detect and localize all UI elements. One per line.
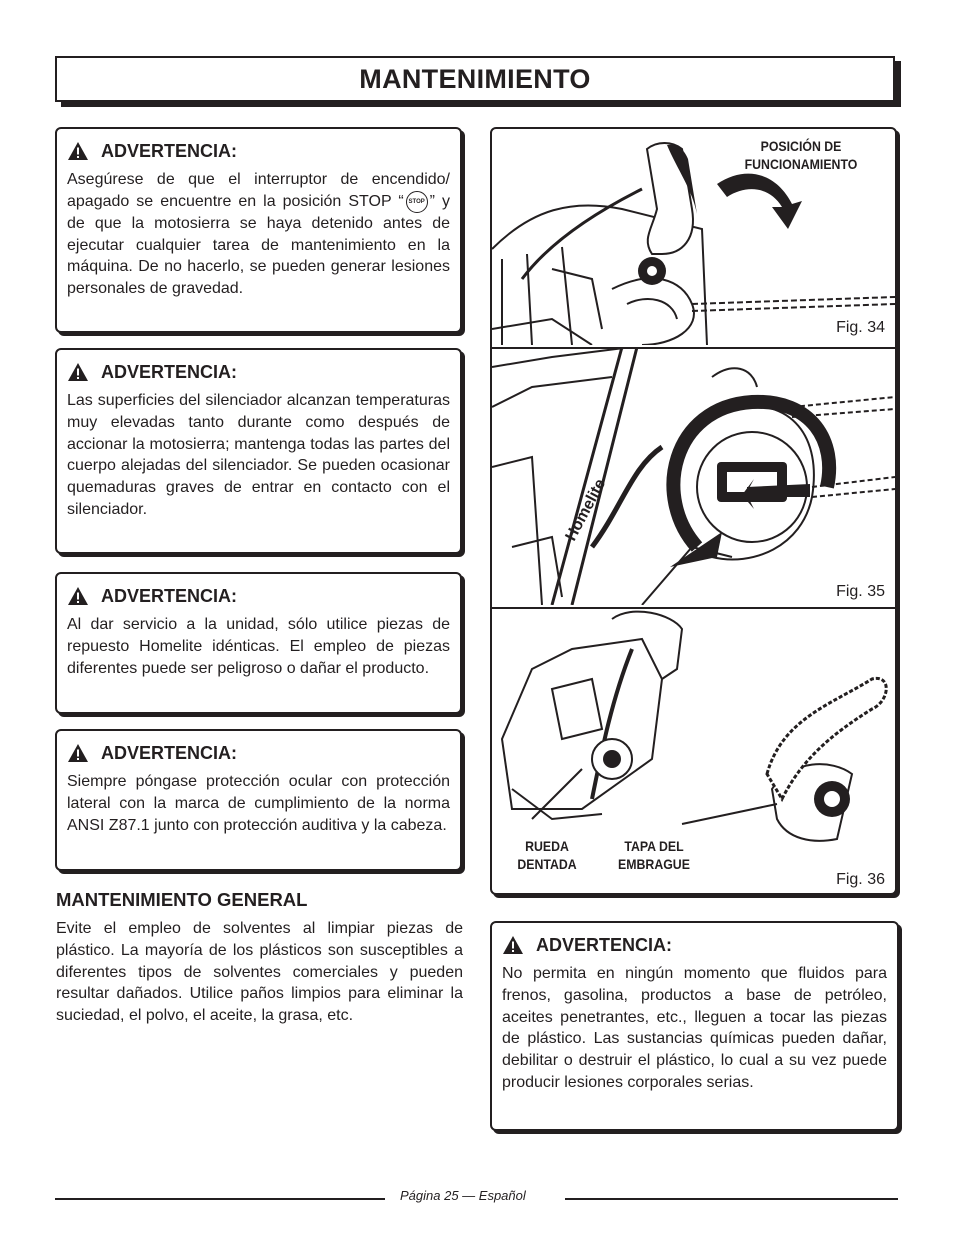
callout-line: DENTADA [517,856,577,872]
warning-triangle-icon [67,743,89,763]
callout-line: TAPA DEL [624,838,684,854]
section-title-general-maintenance: MANTENIMIENTO GENERAL [56,889,308,910]
footer-rule [55,1198,385,1200]
warning-box-parts [55,572,462,714]
figure-label: Fig. 36 [836,871,885,888]
callout-operating-position [731,137,872,173]
stop-switch-icon: STOP [406,191,428,213]
warning-triangle-icon [502,935,524,955]
figure-34 [492,129,895,349]
figure-35 [492,347,895,609]
warning-text: Siempre póngase protección ocular con protección lateral con la marca de cumplimiento de la norma ANSI Z87.1 junto con protección auditiva y la cabeza. [67,773,450,834]
clutch-cover-illustration [492,347,895,605]
figure-label: Fig. 34 [836,319,885,336]
warning-title: ADVERTENCIA: [101,585,238,606]
warning-box-muffler [55,348,462,554]
callout-line: FUNCIONAMIENTO [744,156,858,172]
page-title: MANTENIMIENTO [359,63,591,94]
brand-logo: Homelite [562,476,610,544]
footer-page-number: Página 25 — Español [400,1188,526,1203]
callout-clutch-cover [610,837,698,873]
warning-box-eye-protection [55,729,462,871]
warning-triangle-icon [67,586,89,606]
page-title-bar [55,56,895,102]
figure-label: Fig. 35 [836,583,885,600]
warning-title: ADVERTENCIA: [536,934,673,955]
callout-line: POSICIÓN DE [760,138,842,154]
warning-box-stop-switch [55,127,462,333]
callout-sprocket [509,837,585,873]
warning-triangle-icon [67,362,89,382]
warning-triangle-icon [67,141,89,161]
warning-text: No permita en ningún momento que fluidos para frenos, gasolina, productos a base de petróleo, aceites penetrantes, etc., lleguen a tocar las piezas de plástico. Las sustancias químicas pueden dañar, debilitar o destruir el plástico, lo cual a su vez puede producir lesiones corporales serias. [502,965,887,1091]
callout-line: RUEDA [525,838,569,854]
figure-panel [490,127,897,895]
warning-box-chemicals [490,921,899,1131]
warning-title: ADVERTENCIA: [101,140,238,161]
warning-title: ADVERTENCIA: [101,361,238,382]
warning-text: Al dar servicio a la unidad, sólo utilice piezas de repuesto Homelite idénticas. El empleo de piezas diferentes puede ser peligroso o dañar el producto. [67,616,450,677]
footer-rule [565,1198,898,1200]
callout-line: EMBRAGUE [618,856,690,872]
section-text-general-maintenance: Evite el empleo de solventes al limpiar piezas de plástico. La mayoría de los plásticos son susceptibles a diferentes tipos de solventes comerciales y pueden resultar dañados. Utilice paños limpios para eliminar la suciedad, el polvo, el aceite, la grasa, etc. [56,920,463,1025]
warning-text [67,169,450,300]
warning-text-part-1: Asegúrese de que el interruptor de encendido/ apagado se encuentre en la posición STOP “ [67,171,450,211]
warning-text-part-2: ” y de que la motosierra se haya detenido antes de ejecutar cualquier tarea de mantenimiento en la máquina. De no hacerlo, se pueden generar lesiones personales de gravedad. [67,193,451,298]
warning-text: Las superficies del silenciador alcanzan temperaturas muy elevadas tanto durante como después de accionar la motosierra; mantenga todas las partes del cuerpo alejadas del silenciador. Se pueden ocasionar quemaduras graves de entrar en contacto con el silenciador. [67,392,450,518]
warning-title: ADVERTENCIA: [101,742,238,763]
page-footer [55,1188,898,1208]
figure-36 [492,609,895,893]
